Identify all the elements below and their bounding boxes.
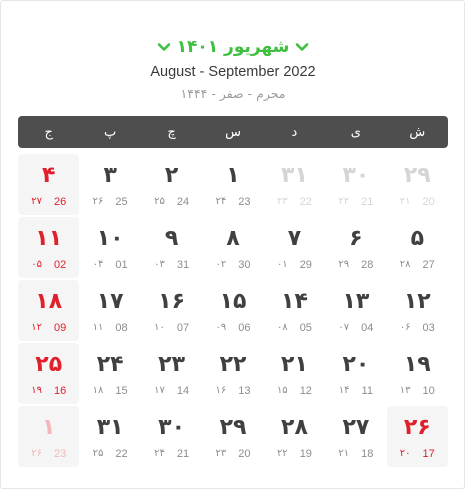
hijri-day-number: ۲۸ <box>399 259 411 270</box>
gregorian-day-number: 23 <box>53 448 67 460</box>
day-cell[interactable] <box>202 280 263 341</box>
gregorian-day-number: 17 <box>422 448 435 460</box>
day-cell[interactable] <box>202 217 263 278</box>
hijri-day-number: ۲۱ <box>399 196 411 207</box>
hijri-day-number: ۲۴ <box>215 196 227 207</box>
gregorian-day-number: 31 <box>176 259 190 271</box>
day-cell[interactable] <box>325 217 386 278</box>
day-cell[interactable] <box>264 154 325 215</box>
day-cell[interactable] <box>141 406 202 467</box>
persian-day-number: ۱۸ <box>35 289 63 314</box>
weekday-label: ی <box>350 124 361 140</box>
persian-day-number: ۲۹ <box>219 415 247 440</box>
secondary-dates <box>79 385 140 397</box>
persian-day-number: ۲۳ <box>158 352 186 377</box>
persian-day-number: ۲۱ <box>281 352 308 377</box>
hijri-day-number: ۱۳ <box>399 385 411 396</box>
gregorian-day-number: 13 <box>238 385 251 397</box>
secondary-dates <box>141 322 202 334</box>
gregorian-day-number: 15 <box>115 385 128 397</box>
gregorian-day-number: 09 <box>53 322 67 334</box>
gregorian-day-number: 04 <box>361 322 374 334</box>
persian-day-number: ۱۶ <box>158 289 186 314</box>
hijri-day-number: ۲۲ <box>276 448 288 459</box>
gregorian-day-number: 18 <box>361 448 374 460</box>
gregorian-day-number: 06 <box>238 322 251 334</box>
persian-day-number: ۳۱ <box>96 415 124 440</box>
persian-day-number: ۲۷ <box>342 415 370 440</box>
secondary-dates <box>387 196 448 208</box>
secondary-dates <box>202 196 263 208</box>
secondary-dates <box>325 322 386 334</box>
day-cell[interactable] <box>325 343 386 404</box>
persian-day-number: ۱۹ <box>403 352 431 377</box>
secondary-dates <box>202 448 263 460</box>
calendar-header <box>0 34 466 101</box>
hijri-day-number: ۰۳ <box>154 259 165 270</box>
gregorian-day-number: 21 <box>361 196 374 208</box>
gregorian-day-number: 12 <box>299 385 312 397</box>
hijri-day-number: ۲۳ <box>215 448 227 459</box>
hijri-day-number: ۲۱ <box>338 448 350 459</box>
hijri-day-number: ۰۷ <box>338 322 350 333</box>
secondary-dates <box>325 385 386 397</box>
persian-day-number: ۲ <box>164 163 179 188</box>
persian-day-number: ۱ <box>226 163 240 188</box>
hijri-day-number: ۱۶ <box>215 385 227 396</box>
hijri-months: محرم - صفر - ۱۴۴۴ <box>180 86 286 101</box>
gregorian-day-number: 28 <box>361 259 374 271</box>
hijri-day-number: ۰۲ <box>215 259 227 270</box>
gregorian-day-number: 16 <box>53 385 67 397</box>
gregorian-day-number: 30 <box>238 259 251 271</box>
secondary-dates <box>18 259 79 271</box>
secondary-dates <box>18 448 79 460</box>
secondary-dates <box>387 259 448 271</box>
persian-day-number: ۱ <box>42 415 56 440</box>
gregorian-day-number: 29 <box>299 259 312 271</box>
persian-day-number: ۵ <box>410 226 425 251</box>
persian-day-number: ۲۸ <box>281 415 308 440</box>
day-cell[interactable] <box>141 280 202 341</box>
gregorian-day-number: 02 <box>53 259 67 271</box>
day-cell[interactable] <box>325 406 386 467</box>
persian-day-number: ۲۴ <box>96 352 124 377</box>
day-cell[interactable] <box>202 343 263 404</box>
hijri-day-number: ۱۱ <box>92 322 104 333</box>
day-cell[interactable] <box>325 280 386 341</box>
day-cell[interactable] <box>387 280 448 341</box>
gregorian-day-number: 21 <box>176 448 190 460</box>
hijri-day-number: ۰۹ <box>215 322 227 333</box>
secondary-dates <box>387 448 448 460</box>
persian-day-number: ۱۱ <box>35 226 63 251</box>
day-cell[interactable] <box>141 154 202 215</box>
persian-day-number: ۸ <box>226 226 240 251</box>
day-cell[interactable] <box>141 343 202 404</box>
day-cell[interactable] <box>79 280 140 341</box>
day-cell[interactable] <box>264 217 325 278</box>
day-cell[interactable] <box>202 406 263 467</box>
persian-day-number: ۳۱ <box>281 163 308 188</box>
hijri-day-number: ۲۰ <box>399 448 411 459</box>
gregorian-day-number: 22 <box>299 196 312 208</box>
secondary-dates <box>141 385 202 397</box>
hijri-day-number: ۲۶ <box>31 448 42 459</box>
persian-day-number: ۱۵ <box>219 289 247 314</box>
secondary-dates <box>79 322 140 334</box>
secondary-dates <box>79 448 140 460</box>
day-cell[interactable] <box>202 154 263 215</box>
gregorian-day-number: 10 <box>422 385 435 397</box>
day-cell[interactable] <box>387 217 448 278</box>
hijri-day-number: ۰۶ <box>399 322 411 333</box>
day-cell[interactable] <box>18 154 79 215</box>
secondary-dates <box>18 385 79 397</box>
weekday-label: ج <box>44 124 53 140</box>
secondary-dates <box>325 448 386 460</box>
weekday-label: ش <box>409 124 426 140</box>
weekday-label: پ <box>104 124 117 140</box>
persian-day-number: ۶ <box>349 226 363 251</box>
hijri-day-number: ۱۴ <box>338 385 350 396</box>
persian-day-number: ۳ <box>103 163 117 188</box>
hijri-day-number: ۰۸ <box>276 322 288 333</box>
secondary-dates <box>141 196 202 208</box>
persian-day-number: ۴ <box>42 163 56 188</box>
persian-day-number: ۳۰ <box>158 415 186 440</box>
secondary-dates <box>141 259 202 271</box>
hijri-day-number: ۱۸ <box>92 385 104 396</box>
day-cell-today[interactable] <box>387 406 448 467</box>
secondary-dates <box>202 385 263 397</box>
gregorian-day-number: 24 <box>176 196 190 208</box>
persian-day-number: ۳۰ <box>342 163 370 188</box>
secondary-dates <box>264 196 325 208</box>
gregorian-day-number: 03 <box>422 322 435 334</box>
day-cell[interactable] <box>387 343 448 404</box>
persian-day-number: ۲۵ <box>35 352 63 377</box>
secondary-dates <box>387 322 448 334</box>
secondary-dates <box>264 448 325 460</box>
hijri-day-number: ۰۵ <box>31 259 42 270</box>
hijri-day-number: ۱۵ <box>276 385 288 396</box>
hijri-day-number: ۲۶ <box>92 196 104 207</box>
gregorian-months: August - September 2022 <box>150 64 316 80</box>
hijri-day-number: ۱۹ <box>31 385 42 396</box>
gregorian-day-number: 11 <box>361 385 373 397</box>
day-cell[interactable] <box>18 406 79 467</box>
hijri-day-number: ۱۲ <box>31 322 42 333</box>
secondary-dates <box>79 196 140 208</box>
gregorian-day-number: 01 <box>115 259 128 271</box>
hijri-day-number: ۲۵ <box>154 196 165 207</box>
persian-day-number: ۲۰ <box>342 352 370 377</box>
persian-day-number: ۲۶ <box>403 415 431 440</box>
day-cell[interactable] <box>79 406 140 467</box>
hijri-day-number: ۰۴ <box>92 259 104 270</box>
day-cell[interactable] <box>325 154 386 215</box>
persian-day-number: ۱۳ <box>342 289 370 314</box>
month-title[interactable]: شهریور ۱۴۰۱ <box>176 37 290 57</box>
hijri-day-number: ۲۵ <box>92 448 104 459</box>
day-cell[interactable] <box>18 217 79 278</box>
day-cell[interactable] <box>141 217 202 278</box>
gregorian-day-number: 05 <box>299 322 312 334</box>
hijri-day-number: ۲۲ <box>338 196 350 207</box>
chevron-down-icon-left[interactable] <box>157 40 171 54</box>
secondary-dates <box>202 322 263 334</box>
hijri-day-number: ۱۰ <box>154 322 165 333</box>
day-cell[interactable] <box>79 217 140 278</box>
gregorian-day-number: 26 <box>53 196 67 208</box>
persian-day-number: ۲۲ <box>219 352 247 377</box>
weekday-label: چ <box>167 124 176 140</box>
secondary-dates <box>264 385 325 397</box>
gregorian-day-number: 07 <box>176 322 190 334</box>
day-cell[interactable] <box>264 343 325 404</box>
gregorian-day-number: 08 <box>115 322 128 334</box>
day-cell[interactable] <box>79 343 140 404</box>
secondary-dates <box>18 322 79 334</box>
secondary-dates <box>18 196 79 208</box>
persian-day-number: ۹ <box>164 226 179 251</box>
hijri-day-number: ۲۳ <box>276 196 288 207</box>
weekday-label: د <box>291 124 298 140</box>
secondary-dates <box>264 322 325 334</box>
day-cell[interactable] <box>264 406 325 467</box>
persian-day-number: ۲۹ <box>403 163 431 188</box>
hijri-day-number: ۲۷ <box>31 196 42 207</box>
secondary-dates <box>264 259 325 271</box>
chevron-down-icon-right[interactable] <box>295 40 309 54</box>
gregorian-day-number: 19 <box>299 448 312 460</box>
secondary-dates <box>387 385 448 397</box>
hijri-day-number: ۱۷ <box>154 385 165 396</box>
weekday-header <box>18 116 448 148</box>
gregorian-day-number: 20 <box>422 196 435 208</box>
secondary-dates <box>325 259 386 271</box>
persian-day-number: ۷ <box>287 226 302 251</box>
hijri-day-number: ۲۹ <box>338 259 350 270</box>
secondary-dates <box>202 259 263 271</box>
persian-day-number: ۱۷ <box>96 289 124 314</box>
month-title-row <box>0 34 466 60</box>
day-cell[interactable] <box>18 280 79 341</box>
weekday-label: س <box>225 124 241 140</box>
secondary-dates <box>79 259 140 271</box>
persian-day-number: ۱۲ <box>403 289 431 314</box>
gregorian-day-number: 20 <box>238 448 251 460</box>
gregorian-day-number: 27 <box>422 259 435 271</box>
gregorian-day-number: 23 <box>238 196 251 208</box>
persian-day-number: ۱۴ <box>281 289 308 314</box>
gregorian-day-number: 22 <box>115 448 128 460</box>
secondary-dates <box>141 448 202 460</box>
gregorian-day-number: 25 <box>115 196 128 208</box>
day-cell[interactable] <box>264 280 325 341</box>
day-cell[interactable] <box>387 154 448 215</box>
calendar-grid <box>18 154 448 467</box>
secondary-dates <box>325 196 386 208</box>
day-cell[interactable] <box>79 154 140 215</box>
day-cell[interactable] <box>18 343 79 404</box>
hijri-day-number: ۲۴ <box>154 448 165 459</box>
hijri-day-number: ۰۱ <box>276 259 288 270</box>
persian-day-number: ۱۰ <box>96 226 124 251</box>
gregorian-day-number: 14 <box>176 385 190 397</box>
